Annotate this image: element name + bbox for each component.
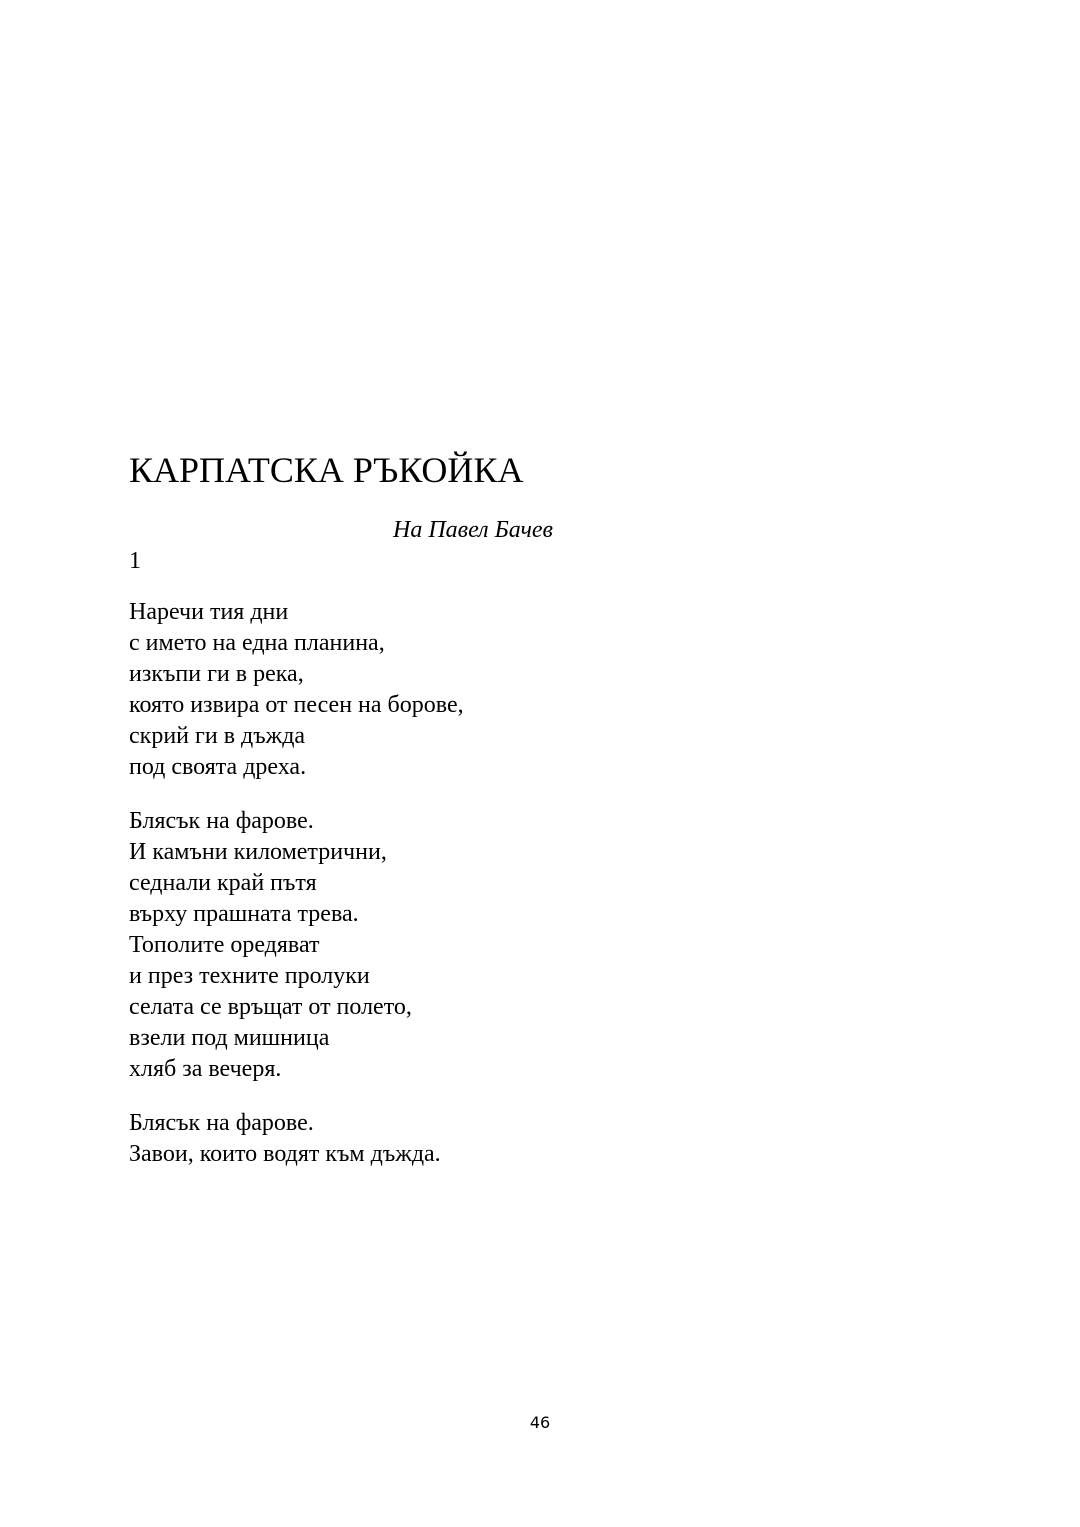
page-number: 46 (529, 1413, 551, 1432)
poem-line: Тополите оредяват (129, 932, 320, 958)
poem-line: Завои, които водят към дъжда. (129, 1141, 441, 1167)
poem-line: върху прашната трева. (129, 901, 359, 927)
poem-line: селата се връщат от полето, (129, 994, 412, 1020)
poem-line: взели под мишница (129, 1025, 330, 1051)
poem-line: с името на една планина, (129, 630, 385, 656)
poem-line: под своята дреха. (129, 754, 307, 780)
stanza-1 (129, 597, 464, 783)
poem-line: скрий ги в дъжда (129, 723, 306, 749)
poem-dedication: На Павел Бачев (393, 517, 553, 543)
poem-title: КАРПАТСКА РЪКОЙКА (129, 450, 524, 490)
stanza-2 (129, 806, 412, 1085)
section-number: 1 (129, 548, 141, 574)
poem-line: седнали край пътя (129, 870, 317, 896)
poem-line: хляб за вечеря. (129, 1056, 282, 1082)
stanza-3 (129, 1108, 441, 1170)
poem-line: Блясък на фарове. (129, 808, 314, 834)
poem-line: и през техните пролуки (129, 963, 370, 989)
poem-line: Наречи тия дни (129, 599, 289, 625)
poem-line: която извира от песен на борове, (129, 692, 464, 718)
poem-line: Блясък на фарове. (129, 1110, 314, 1136)
poem-line: И камъни километрични, (129, 839, 387, 865)
poem-line: изкъпи ги в река, (129, 661, 304, 687)
